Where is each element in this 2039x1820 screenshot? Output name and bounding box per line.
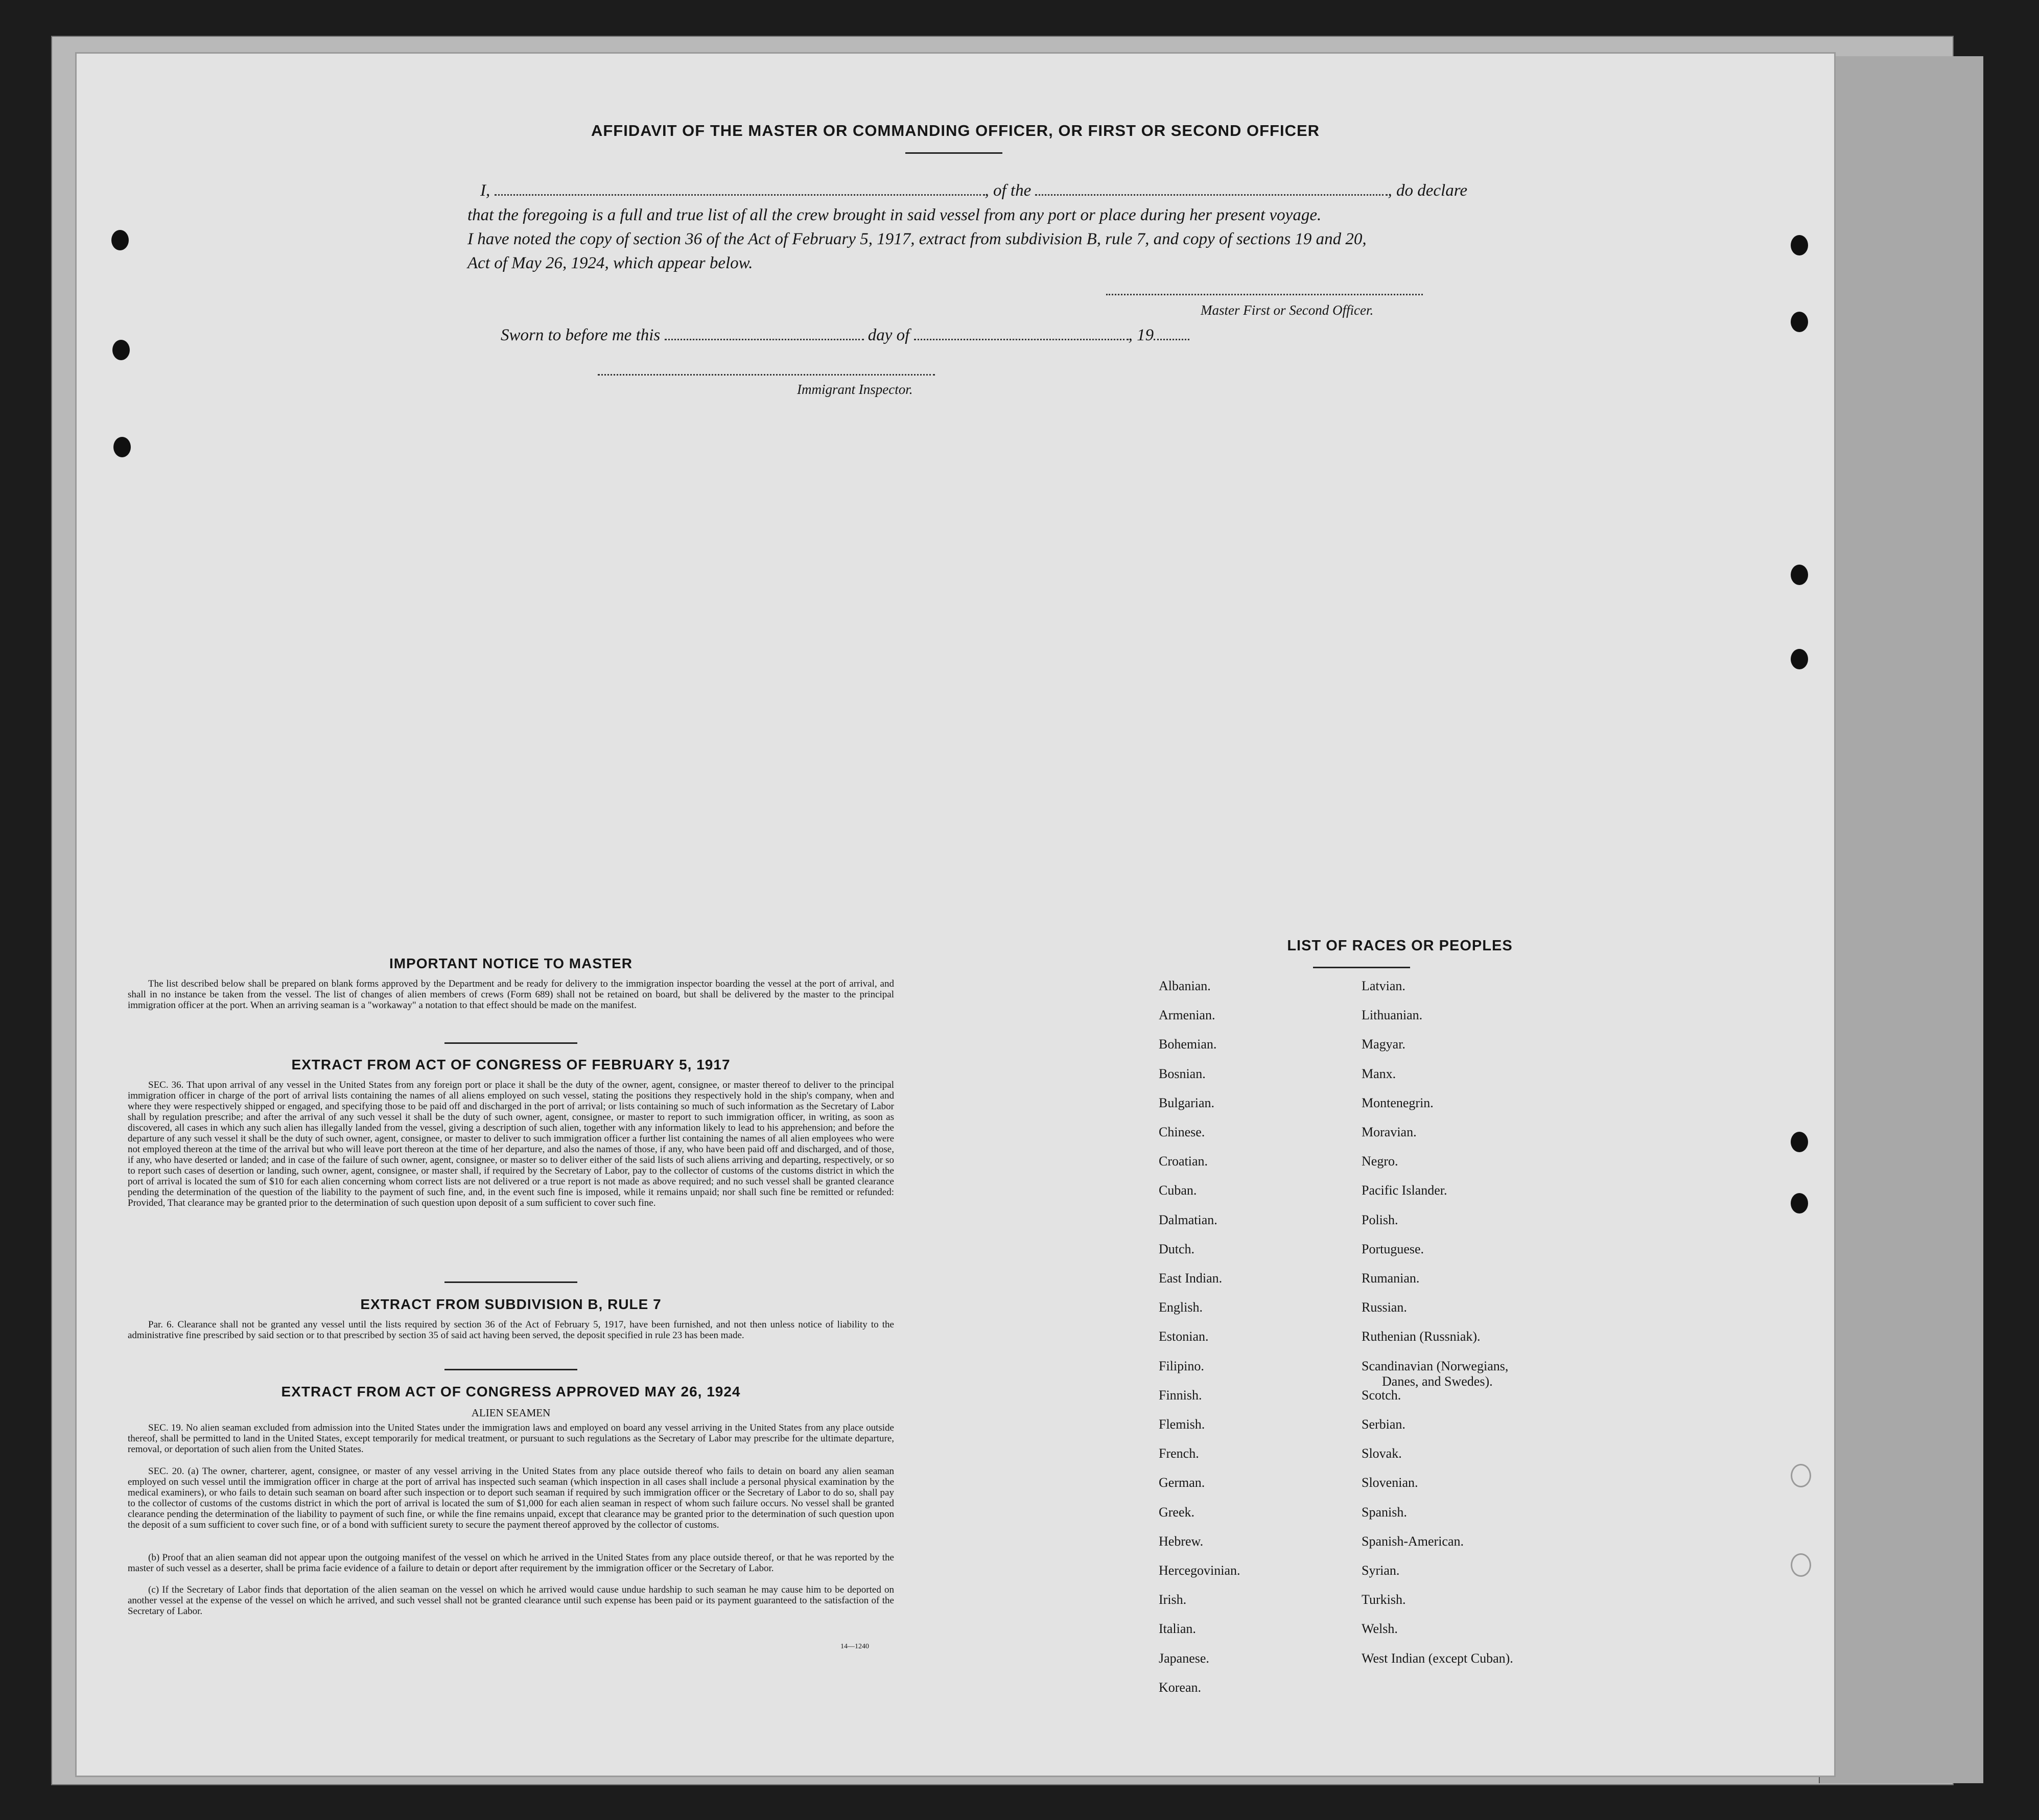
sworn-text: , 19	[1128, 326, 1154, 344]
race-item: Slovenian.	[1362, 1475, 1418, 1490]
race-item: Hebrew.	[1159, 1533, 1204, 1549]
race-item: Bosnian.	[1159, 1066, 1206, 1081]
alien-seamen-subtitle: ALIEN SEAMEN	[471, 1407, 551, 1419]
divider	[444, 1281, 577, 1283]
inspector-signature-label: Immigrant Inspector.	[797, 382, 913, 397]
race-item: Lithuanian.	[1362, 1008, 1423, 1023]
race-item: Dutch.	[1159, 1241, 1195, 1256]
master-signature-label: Master First or Second Officer.	[1201, 302, 1374, 318]
race-item: Bohemian.	[1159, 1037, 1217, 1052]
divider	[444, 1369, 577, 1370]
race-item: Korean.	[1159, 1679, 1202, 1695]
affidavit-line-2: that the foregoing is a full and true list of all the crew brought in said vessel from any port or place during her present voyage.	[467, 206, 1322, 224]
sworn-month-blank[interactable]	[914, 339, 1129, 340]
race-item: Flemish.	[1159, 1417, 1205, 1432]
race-item: Welsh.	[1362, 1621, 1398, 1637]
subdivision-b-title: EXTRACT FROM SUBDIVISION B, RULE 7	[360, 1296, 662, 1312]
race-item: Slovak.	[1362, 1446, 1402, 1461]
race-item: Danes, and Swedes).	[1382, 1373, 1493, 1389]
sworn-line	[501, 326, 1189, 345]
race-item: Dalmatian.	[1159, 1212, 1217, 1227]
subdivision-b-text: Par. 6. Clearance shall not be granted any vessel until the lists required by section 36 of the Act of February 5, 1917, have been furnished, and not then unless notice of liability to the administrative fine prescribed by said section or to that prescribed by section 35 of said act having been served, the deposit specified in rule 23 has been made.	[128, 1319, 894, 1341]
race-item: Syrian.	[1362, 1563, 1400, 1578]
race-item: Scandinavian (Norwegians,	[1362, 1358, 1509, 1373]
race-item: Negro.	[1362, 1154, 1398, 1169]
extract-1924-title: EXTRACT FROM ACT OF CONGRESS APPROVED MAY 26, 1924	[281, 1384, 741, 1399]
sworn-year-blank[interactable]	[1154, 339, 1189, 340]
notice-text: The list described below shall be prepared on blank forms approved by the Department and be ready for delivery to the immigration inspector boarding the vessel at the port of arrival, and shall in no instance be taken from the vessel. The list of changes of alien members of crews (Form 689) shall not be retained on board, but shall be delivered by the master to the principal immigration officer at the port. When an arriving seaman is a "workaway" a notation to that effect should be made on the manifest.	[128, 978, 894, 1011]
notice-title: IMPORTANT NOTICE TO MASTER	[389, 955, 633, 971]
punch-hole	[111, 230, 129, 250]
inspector-signature-blank[interactable]	[598, 374, 935, 376]
sworn-text: day of	[868, 326, 910, 344]
race-item: Italian.	[1159, 1621, 1196, 1637]
race-item: Magyar.	[1362, 1037, 1405, 1052]
punch-hole	[113, 437, 131, 457]
punch-hole	[1791, 565, 1808, 585]
vessel-blank[interactable]	[1035, 194, 1388, 196]
punch-hole	[1791, 1464, 1811, 1487]
race-item: French.	[1159, 1446, 1199, 1461]
sec20b-text: (b) Proof that an alien seaman did not appear upon the outgoing manifest of the vessel on which he arrived in the United States from any place outside thereof, or that he was reported by the master of such vessel as a deserter, shall be prima facie evidence of a failure to detain or deport after requirement by the immigration officer or the Secretary of Labor.	[128, 1552, 894, 1574]
sworn-date-blank[interactable]	[665, 339, 864, 340]
race-item: Chinese.	[1159, 1125, 1205, 1139]
race-item: Russian.	[1362, 1300, 1407, 1315]
extract-1917-text: SEC. 36. That upon arrival of any vessel in the United States from any foreign port or place it shall be the duty of the owner, agent, consignee, or master thereof to deliver to the principal immigration officer in charge of the port of arrival lists containing the names of all aliens employed on such vessel, stating the positions they respectively hold in the ship's company, when and where they were respectively shipped or engaged, and specifying those to be paid off and discharged in the port of arrival; or lists containing so much of such information as the Secretary of Labor shall by regulation prescribe; and after the arrival of any such vessel it shall be the duty of such owner, agent, consignee, or master to report to such immigration officer, in writing, as soon as discovered, all cases in which any such alien has illegally landed from the vessel, giving a description of such alien, together with any information likely to lead to his apprehension; and before the departure of any such vessel it shall be the duty of such owner, agent, consignee, or master to deliver to such immigration officer a further list containing the names of all alien employees who were not employed thereon at the time of the arrival but who will leave port thereon at the time of her departure, and also the names of those, if any, who have been paid off and discharged, and of those, if any, who have deserted or landed; and in case of the failure of such owner, agent, consignee, or master so to deliver either of the said lists of such aliens arriving and departing, respectively, or so to report such cases of desertion or landing, such owner, agent, consignee, or master shall, if required by the Secretary of Labor, pay to the collector of customs of the customs district in which the port of arrival is located the sum of $10 for each alien concerning whom correct lists are not delivered or a true report is not made as above required; and no such vessel shall be granted clearance pending the determination of the question of the liability to the payment of such fine, and, in the event such fine is imposed, while it remains unpaid; nor shall such fine be remitted or refunded: Provided, That clearance may be granted prior to the determination of such question upon deposit of a sum sufficient to cover such fine.	[128, 1080, 894, 1208]
races-title: LIST OF RACES OR PEOPLES	[1287, 938, 1513, 954]
race-item: Armenian.	[1159, 1008, 1215, 1023]
divider	[444, 1042, 577, 1044]
race-item: English.	[1159, 1300, 1203, 1315]
race-item: Turkish.	[1362, 1592, 1406, 1607]
race-item: Polish.	[1362, 1212, 1398, 1227]
affidavit-declaration-line	[480, 181, 1467, 200]
affidavit-text: I,	[480, 181, 490, 200]
race-item: Japanese.	[1159, 1650, 1209, 1666]
race-item: Hercegovinian.	[1159, 1563, 1240, 1578]
punch-hole	[1791, 1193, 1808, 1214]
sworn-text: Sworn to before me this	[501, 326, 661, 344]
punch-hole	[1791, 235, 1808, 255]
affidavit-text: , do declare	[1388, 181, 1467, 200]
race-item: Spanish.	[1362, 1504, 1407, 1520]
race-item: Scotch.	[1362, 1387, 1401, 1403]
race-item: Manx.	[1362, 1066, 1396, 1081]
race-item: Pacific Islander.	[1362, 1183, 1447, 1198]
race-item: Albanian.	[1159, 978, 1211, 993]
punch-hole	[1791, 1553, 1811, 1577]
divider	[1313, 967, 1410, 968]
race-item: Montenegrin.	[1362, 1095, 1434, 1110]
affidavit-line-3: I have noted the copy of section 36 of the Act of February 5, 1917, extract from subdivision B, rule 7, and copy of sections 19 and 20,	[467, 230, 1367, 248]
race-item: Cuban.	[1159, 1183, 1197, 1198]
punch-hole	[1791, 1132, 1808, 1152]
race-item: Croatian.	[1159, 1154, 1208, 1169]
document-page	[77, 54, 1834, 1776]
punch-hole	[1791, 312, 1808, 332]
extract-1917-title: EXTRACT FROM ACT OF CONGRESS OF FEBRUARY 5, 1917	[291, 1057, 731, 1072]
sec20a-text: SEC. 20. (a) The owner, charterer, agent, consignee, or master of any vessel arriving in the United States from any place outside thereof who fails to detain on board any alien seaman employed on such vessel until the immigration officer in charge at the port of arrival has inspected such seaman (which inspection in all cases shall include a personal physical examination by the medical examiners), or who fails to detain such seaman on board after such inspection or to deport such seaman if required by such immigration officer or the Secretary of Labor to do so, shall pay to the collector of customs of the customs district in which the port of arrival is located the sum of $1,000 for each alien seaman in respect of whom such failure occurs. No vessel shall be granted clearance pending the determination of the liability to payment of such fine, or while the fine remains unpaid, except that clearance may be granted prior to the determination of such question upon the deposit of a sum sufficient to cover such fine, or of a bond with sufficient surety to secure the payment thereof approved by the collector of customs.	[128, 1466, 894, 1530]
affidavit-text: , of the	[985, 181, 1032, 200]
race-item: Filipino.	[1159, 1358, 1204, 1373]
race-item: Ruthenian (Russniak).	[1362, 1329, 1481, 1344]
race-item: Bulgarian.	[1159, 1095, 1215, 1110]
race-item: Moravian.	[1362, 1125, 1417, 1139]
form-number: 14—1240	[840, 1643, 869, 1650]
race-item: German.	[1159, 1475, 1205, 1490]
race-item: Rumanian.	[1362, 1271, 1420, 1286]
race-item: Spanish-American.	[1362, 1533, 1464, 1549]
affidavit-title: AFFIDAVIT OF THE MASTER OR COMMANDING OFFICER, OR FIRST OR SECOND OFFICER	[591, 122, 1320, 139]
punch-hole	[1791, 649, 1808, 669]
race-item: Finnish.	[1159, 1387, 1202, 1403]
race-item: Serbian.	[1362, 1417, 1405, 1432]
race-item: West Indian (except Cuban).	[1362, 1650, 1513, 1666]
underlying-page-edge	[1819, 56, 1983, 1783]
master-signature-blank[interactable]	[1106, 294, 1423, 295]
affidavit-line-4: Act of May 26, 1924, which appear below.	[467, 254, 753, 272]
race-item: Portuguese.	[1362, 1241, 1424, 1256]
divider	[905, 152, 1002, 154]
name-blank[interactable]	[495, 194, 985, 196]
race-item: Latvian.	[1362, 978, 1405, 993]
sec19-text: SEC. 19. No alien seaman excluded from admission into the United States under the immigration laws and employed on board any vessel arriving in the United States from any place outside thereof, shall be permitted to land in the United States, except temporarily for medical treatment, or pursuant to such regulations as the Secretary of Labor may prescribe for the ultimate departure, removal, or deportation of such alien from the United States.	[128, 1422, 894, 1455]
sec20c-text: (c) If the Secretary of Labor finds that deportation of the alien seaman on the vessel on which he arrived would cause undue hardship to such seaman he may cause him to be deported on another vessel at the expense of the vessel on which he arrived, and such vessel shall not be granted clearance until such expense has been paid or its payment guaranteed to the satisfaction of the Secretary of Labor.	[128, 1584, 894, 1617]
race-item: Greek.	[1159, 1504, 1195, 1520]
race-item: Irish.	[1159, 1592, 1187, 1607]
race-item: Estonian.	[1159, 1329, 1209, 1344]
punch-hole	[112, 340, 130, 360]
race-item: East Indian.	[1159, 1271, 1223, 1286]
